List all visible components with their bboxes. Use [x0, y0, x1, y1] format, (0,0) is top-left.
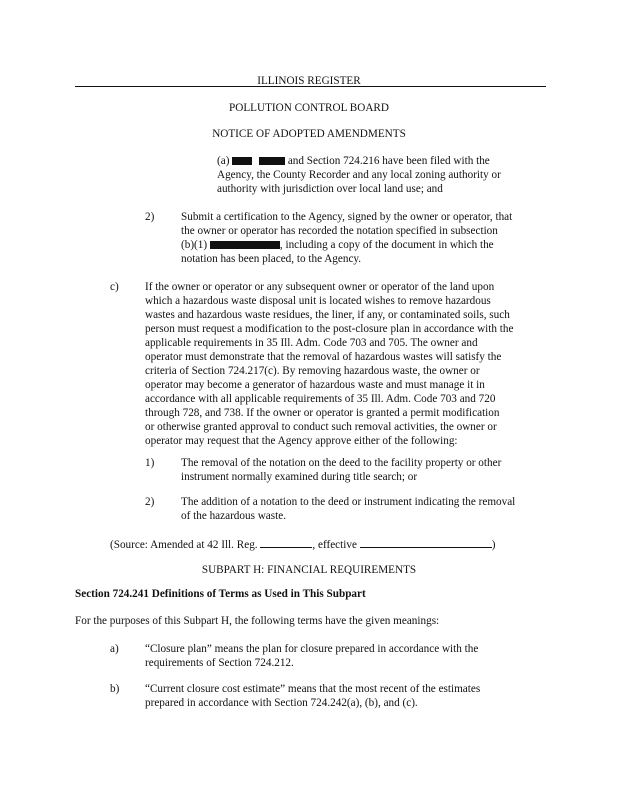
def-a-line-2: requirements of Section 724.212. — [145, 657, 294, 669]
item-c-line: accordance with all applicable requirements of 35 Ill. Adm. Code 703 and 720 — [145, 393, 496, 405]
redaction-mark — [259, 157, 285, 165]
item-c-line: If the owner or operator or any subsequent owner or operator of the land upon — [145, 281, 495, 293]
item-a-suffix: and Section 724.216 have been filed with the — [287, 155, 490, 167]
item-c2-number: 2) — [145, 496, 155, 508]
item-2-line-2: the owner or operator has recorded the notation specified in subsection — [181, 225, 498, 237]
effective-blank — [360, 537, 492, 548]
item-c1-line-2: instrument normally examined during title search; or — [181, 471, 418, 483]
def-b-line-2: prepared in accordance with Section 724.242(a), (b), and (c). — [145, 697, 418, 709]
item-c-line: operator may become a generator of hazardous waste and must manage it in — [145, 379, 485, 391]
redaction-mark — [210, 241, 280, 249]
item-c-line: which a hazardous waste disposal unit is located wishes to remove hazardous — [145, 295, 491, 307]
item-2-line-3 — [181, 238, 494, 252]
item-c2-line-2: of the hazardous waste. — [181, 510, 286, 522]
item-c-number: c) — [110, 281, 119, 293]
item-2-line-1: Submit a certification to the Agency, signed by the owner or operator, that — [181, 211, 513, 223]
item-c1-line-1: The removal of the notation on the deed to the facility property or other — [181, 457, 502, 469]
item-a-line-3: authority with jurisdiction over local land use; and — [217, 183, 443, 195]
item-c-line: criteria of Section 724.217(c). By removing hazardous waste, the owner or — [145, 365, 480, 377]
board-title: POLLUTION CONTROL BOARD — [229, 102, 389, 114]
item-c-line: through 728, and 738. If the owner or operator is granted a permit modification — [145, 407, 500, 419]
item-c2-line-1: The addition of a notation to the deed or instrument indicating the removal — [181, 496, 516, 508]
source-blank — [260, 537, 312, 548]
source-note — [110, 537, 495, 552]
def-b-line-1: “Current closure cost estimate” means that the most recent of the estimates — [145, 683, 481, 695]
item-2-line-4: notation has been placed, to the Agency. — [181, 253, 362, 265]
item-c-line: applicable requirements in 35 Ill. Adm. Code 703 and 705. The owner and — [145, 337, 478, 349]
def-a-number: a) — [110, 643, 119, 655]
item-a-line-2: Agency, the County Recorder and any local zoning authority or — [217, 169, 501, 181]
item-c-line: operator may request that the Agency approve either of the following: — [145, 435, 458, 447]
register-title: ILLINOIS REGISTER — [257, 75, 361, 87]
item-c-line: wastes and hazardous waste residues, the liner, if any, or contaminated soils, such — [145, 309, 510, 321]
item-a-line-1 — [217, 154, 490, 168]
def-b-number: b) — [110, 683, 120, 695]
item-a-prefix: (a) — [217, 155, 230, 167]
item-c-body — [145, 280, 513, 448]
item-c-line: operator must demonstrate that the removal of hazardous wastes will satisfy the — [145, 351, 502, 363]
source-effective: , effective — [312, 539, 357, 551]
item-c-line: person must request a modification to the post-closure plan in accordance with the — [145, 323, 514, 335]
item-c1-number: 1) — [145, 457, 155, 469]
source-prefix: (Source: Amended at 42 Ill. Reg. — [110, 539, 258, 551]
item-2-number: 2) — [145, 211, 155, 223]
def-a-line-1: “Closure plan” means the plan for closure prepared in accordance with the — [145, 643, 479, 655]
notice-title: NOTICE OF ADOPTED AMENDMENTS — [212, 128, 406, 140]
item-c-line: or otherwise granted approval to conduct such removal activities, the owner or — [145, 421, 497, 433]
item-2-prefix: (b)(1) — [181, 239, 208, 251]
section-heading: Section 724.241 Definitions of Terms as Used in This Subpart — [75, 588, 366, 600]
redaction-mark — [232, 157, 252, 165]
source-close: ) — [491, 539, 496, 551]
subpart-heading: SUBPART H: FINANCIAL REQUIREMENTS — [201, 564, 417, 576]
section-intro: For the purposes of this Subpart H, the following terms have the given meanings: — [75, 615, 440, 627]
item-2-suffix: , including a copy of the document in which the — [279, 239, 494, 251]
